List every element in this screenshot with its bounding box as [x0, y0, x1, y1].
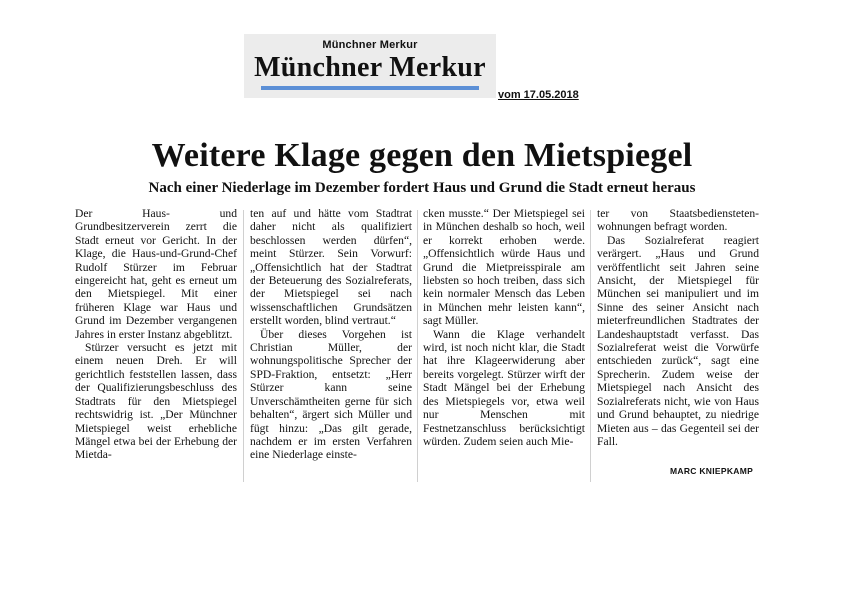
masthead-small-text: Münchner Merkur: [322, 39, 418, 51]
paragraph: cken musste.“ Der Mietspiegel sei in München deshalb so hoch, weil er korrekt erhoben werde. „Offensichtlich würde Haus und Grund die Mietpreisspirale am liebsten so hoch treiben, dass sich kein normaler Mensch das Leben in München mehr leisten kann“, sagt Müller.: [423, 207, 585, 328]
paragraph: Über dieses Vorgehen ist Christian Müller, der wohnungspolitische Sprecher der SPD-Fraktion, entsetzt: „Herr Stürzer kann seine Unverschämtheiten gerne für sich behalten“, ärgert sich Müller und fügt hinzu: „Das gilt gerade, nachdem er im ersten Verfahren eine Niederlage einste-: [250, 327, 412, 462]
paragraph: Stürzer versucht es jetzt mit einem neuen Dreh. Er will gerichtlich feststellen lassen, dass der Qualifizierungsbeschluss des Stadtrats für den Mietspiegel rechtswidrig ist. „Der Münchner Mietspiegel weist erhebliche Mängel etwa bei der Erhebung der Mietda-: [75, 341, 237, 462]
article-column-1: [75, 207, 237, 462]
newspaper-masthead-logo: [244, 34, 496, 98]
paragraph: ten auf und hätte vom Stadtrat daher nicht als qualifiziert beschlossen werden dürfen“, meint Stürzer. Sein Vorwurf: „Offensichtlich hat der Stadtrat der Beteuerung des Sozialreferats, der Mietspiegel sei nach wissenschaftlichen Grundsätzen erstellt worden, blind vertraut.“: [250, 207, 412, 328]
paragraph: Das Sozialreferat reagiert verärgert. „Haus und Grund veröffentlicht seit Jahren seine Ansicht, der Mietspiegel für München sei manipuliert und im Sinne des seiner Ansicht nach mieterfreundlichen Stadtrates der Landeshauptstadt verfasst. Das Sozialreferat weist die Vorwürfe entschieden zurück“, sagt eine Sprecherin. Zudem weise der Mietspiegel nach Ansicht des Sozialreferats nicht, wie von Haus und Grund behauptet, zu niedrige Mieten aus – das Gegenteil sei der Fall.: [597, 233, 759, 448]
article-subheadline: Nach einer Niederlage im Dezember fordert Haus und Grund die Stadt erneut heraus: [148, 180, 696, 196]
column-divider: [590, 210, 591, 482]
publication-date: vom 17.05.2018: [498, 89, 579, 101]
article-column-3: [423, 207, 585, 448]
paragraph: Der Haus- und Grundbesitzerverein zerrt die Stadt erneut vor Gericht. In der Klage, die Haus-und-Grund-Chef Rudolf Stürzer im Februar eingereicht hat, geht es erneut um den Mietspiegel. Mit einer früheren Klage war Haus und Grund im Dezember vergangenen Jahres in erster Instanz abgeblitzt.: [75, 207, 237, 341]
column-divider: [243, 210, 244, 482]
article-headline: Weitere Klage gegen den Mietspiegel: [151, 137, 693, 174]
article-column-2: [250, 207, 412, 462]
masthead-title: Münchner Merkur: [254, 52, 486, 83]
masthead-accent-rule: [261, 86, 479, 90]
paragraph: Wann die Klage verhandelt wird, ist noch nicht klar, die Stadt hat ihre Klageerwiderung aber bereits vorgelegt. Stürzer wirft der Stadt Mängel bei der Erhebung des Mietspiegels vor, etwa weil nur Menschen mit Festnetzanschluss berücksichtigt würden. Zudem seien auch Mie-: [423, 327, 585, 448]
column-divider: [417, 210, 418, 482]
article-column-4: [597, 207, 759, 448]
paragraph: ter von Staatsbediensteten-wohnungen befragt worden.: [597, 207, 759, 234]
author-byline: MARC KNIEPKAMP: [670, 466, 754, 476]
